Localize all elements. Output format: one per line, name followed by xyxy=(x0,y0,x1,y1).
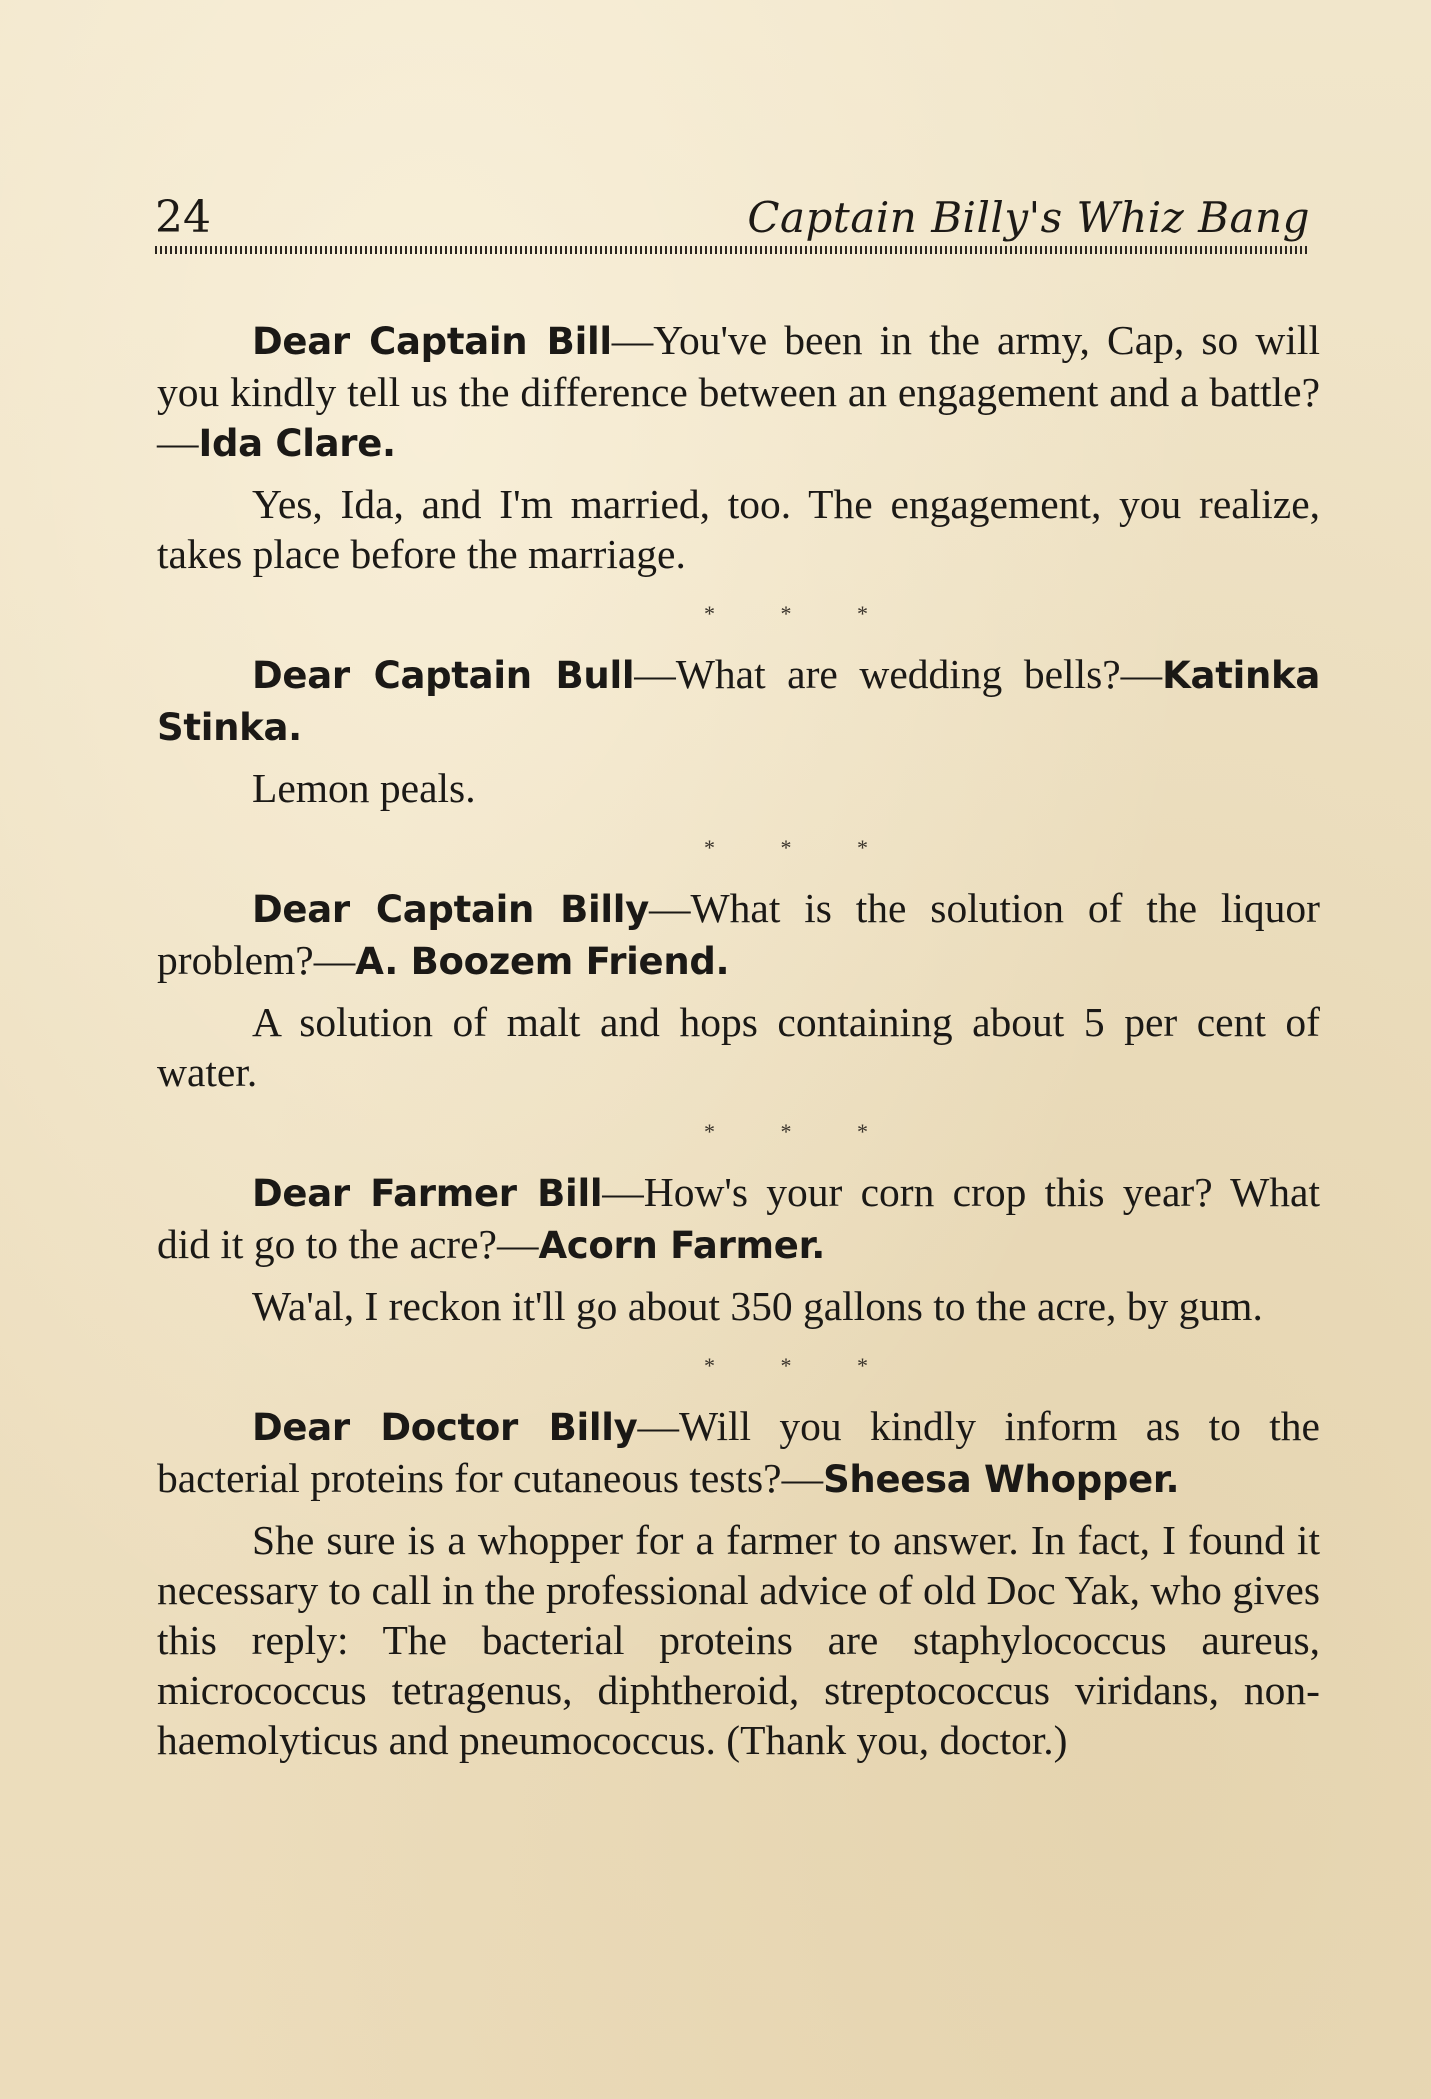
salutation: Dear Doctor Billy xyxy=(252,1406,638,1449)
question-text: —How's your corn crop this year? What did it go to the acre?— xyxy=(157,1169,1321,1267)
question-text: —What is the solution of the liquor problem?— xyxy=(157,885,1320,983)
signature: Acorn Farmer. xyxy=(538,1224,826,1267)
letter-answer: Wa'al, I reckon it'll go about 350 gallons to the acre, by gum. xyxy=(252,1283,1263,1329)
letter-question xyxy=(157,649,1320,753)
page-header xyxy=(155,188,1310,248)
letter-question xyxy=(157,883,1320,987)
letter-answer: A solution of malt and hops containing about 5 per cent of water. xyxy=(157,999,1320,1095)
salutation: Dear Farmer Bill xyxy=(252,1172,603,1215)
letters-column xyxy=(157,315,1320,1765)
section-separator: * * * xyxy=(704,601,868,626)
signature: Ida Clare. xyxy=(198,422,396,465)
running-title: Captain Billy's Whiz Bang xyxy=(747,193,1310,242)
letter-question xyxy=(157,1167,1320,1271)
letter-question xyxy=(157,1401,1320,1505)
salutation: Dear Captain Bill xyxy=(252,320,612,363)
question-text: —Will you kindly inform as to the bacterial proteins for cutaneous tests?— xyxy=(157,1403,1320,1501)
signature: A. Boozem Friend. xyxy=(355,940,730,983)
signature: Sheesa Whopper. xyxy=(823,1458,1180,1501)
letter-answer: Lemon peals. xyxy=(252,765,476,811)
signature: Katinka Stinka. xyxy=(157,654,1320,749)
question-text: —You've been in the army, Cap, so will you kindly tell us the difference between an engagement and a battle?— xyxy=(157,317,1320,465)
section-separator: * * * xyxy=(704,1353,868,1378)
section-separator: * * * xyxy=(704,1119,868,1144)
salutation: Dear Captain Bull xyxy=(252,654,635,697)
letter-question xyxy=(157,315,1320,469)
letter-answer: Yes, Ida, and I'm married, too. The engagement, you realize, takes place before the marriage. xyxy=(157,481,1320,577)
section-separator: * * * xyxy=(704,835,868,860)
question-text: —What are wedding bells?— xyxy=(634,651,1163,697)
header-rule xyxy=(155,246,1310,254)
page-number: 24 xyxy=(155,192,211,243)
salutation: Dear Captain Billy xyxy=(252,888,649,931)
letter-answer: She sure is a whopper for a farmer to answer. In fact, I found it necessary to call in the professional advice of old Doc Yak, who gives this reply: The bacterial proteins are staphylococcus aureus, micrococcus tetragenus, diphtheroid, streptococcus viridans, non-haemolyticus and pneumococcus. (Thank you, doctor.) xyxy=(157,1517,1320,1763)
